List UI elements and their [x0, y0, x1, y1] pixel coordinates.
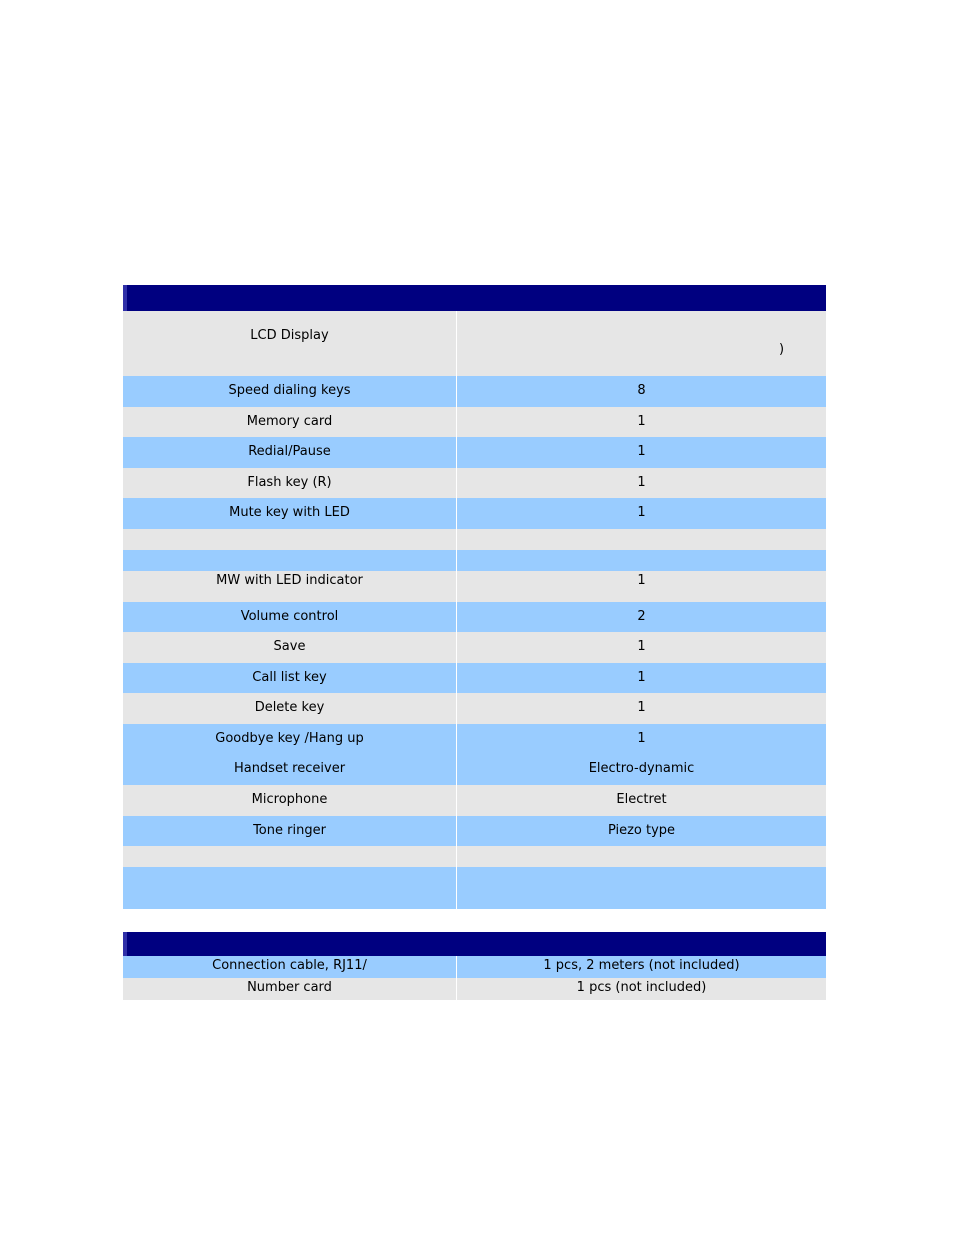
row-value: 1 [637, 505, 646, 520]
table-row [123, 785, 826, 816]
row-value [457, 529, 826, 550]
row-label [123, 529, 457, 550]
table-row [123, 663, 826, 693]
table-row [123, 376, 826, 407]
table-row [123, 632, 826, 663]
row-value [457, 550, 826, 571]
row-label [123, 867, 457, 909]
row-label: Memory card [123, 407, 457, 437]
table-row [123, 724, 826, 754]
row-value [457, 311, 826, 376]
row-label: Goodbye key /Hang up [123, 724, 457, 754]
table-row [123, 816, 826, 846]
row-label: Delete key [123, 693, 457, 724]
row-label: Mute key with LED [123, 498, 457, 529]
row-label: Save [123, 632, 457, 663]
row-value: 1 [637, 639, 646, 654]
table-row [123, 550, 826, 571]
row-label: Volume control [123, 602, 457, 632]
row-value: 1 [637, 444, 646, 459]
accessories-table-header [123, 932, 826, 956]
row-value [457, 867, 826, 909]
row-value [457, 846, 826, 867]
row-value: 1 [637, 475, 646, 490]
row-value: 1 [637, 700, 646, 715]
row-label: Redial/Pause [123, 437, 457, 468]
table-row-lcd-display [123, 311, 826, 376]
row-label: Call list key [123, 663, 457, 693]
table-row [123, 602, 826, 632]
features-table-header [123, 285, 826, 311]
table-row [123, 956, 826, 978]
table-row [123, 846, 826, 867]
row-value: 1 pcs (not included) [576, 980, 707, 995]
accessories-table [123, 932, 826, 1000]
table-row [123, 754, 826, 785]
row-value: 1 [637, 414, 646, 429]
table-row [123, 498, 826, 529]
row-label: MW with LED indicator [123, 571, 457, 602]
table-row [123, 867, 826, 909]
table-row [123, 571, 826, 602]
table-row [123, 437, 826, 468]
table-row [123, 529, 826, 550]
row-value: 1 [637, 731, 646, 746]
row-value: Electro-dynamic [588, 761, 695, 776]
row-label: LCD Display [123, 311, 457, 376]
table-row [123, 693, 826, 724]
table-row [123, 468, 826, 498]
row-label [123, 550, 457, 571]
row-label: Microphone [123, 785, 457, 816]
row-value: Electret [616, 792, 667, 807]
row-value: 8 [637, 383, 646, 398]
row-value: 1 [637, 573, 646, 588]
row-label: Connection cable, RJ11/ [123, 956, 457, 978]
row-value: 1 pcs, 2 meters (not included) [543, 958, 740, 973]
features-table [123, 285, 826, 909]
table-row [123, 978, 826, 1000]
row-value: 2 [637, 609, 646, 624]
row-value: 1 [637, 670, 646, 685]
row-label: Speed dialing keys [123, 376, 457, 407]
table-row [123, 407, 826, 437]
row-label: Handset receiver [123, 754, 457, 785]
row-label [123, 846, 457, 867]
row-label: Tone ringer [123, 816, 457, 846]
row-label: Flash key (R) [123, 468, 457, 498]
lcd-value-text: ) [779, 342, 785, 357]
row-value: Piezo type [607, 823, 676, 838]
row-label: Number card [123, 978, 457, 1000]
